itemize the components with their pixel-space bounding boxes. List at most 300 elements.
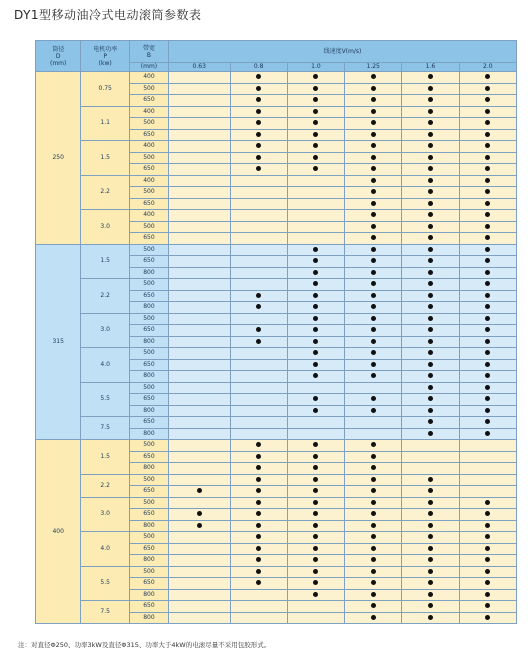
availability-cell xyxy=(402,221,459,233)
availability-cell xyxy=(287,486,344,498)
availability-cell xyxy=(459,612,516,624)
available-dot-icon xyxy=(371,178,376,183)
available-dot-icon xyxy=(428,373,433,378)
available-dot-icon xyxy=(428,385,433,390)
available-dot-icon xyxy=(313,350,318,355)
power-cell: 1.1 xyxy=(81,106,130,141)
availability-cell xyxy=(230,578,287,590)
availability-cell xyxy=(168,118,230,130)
availability-cell xyxy=(230,382,287,394)
availability-cell xyxy=(287,578,344,590)
available-dot-icon xyxy=(256,97,261,102)
power-cell: 0.75 xyxy=(81,72,130,107)
availability-cell xyxy=(230,198,287,210)
available-dot-icon xyxy=(313,155,318,160)
available-dot-icon xyxy=(313,281,318,286)
available-dot-icon xyxy=(485,189,490,194)
availability-cell xyxy=(287,106,344,118)
availability-cell xyxy=(345,175,402,187)
availability-cell xyxy=(345,106,402,118)
available-dot-icon xyxy=(485,316,490,321)
available-dot-icon xyxy=(313,373,318,378)
power-cell: 1.5 xyxy=(81,440,130,475)
availability-cell xyxy=(402,348,459,360)
availability-cell xyxy=(230,313,287,325)
availability-cell xyxy=(230,486,287,498)
available-dot-icon xyxy=(485,270,490,275)
availability-cell xyxy=(168,440,230,452)
available-dot-icon xyxy=(371,189,376,194)
available-dot-icon xyxy=(428,143,433,148)
available-dot-icon xyxy=(371,281,376,286)
available-dot-icon xyxy=(485,293,490,298)
table-row xyxy=(36,175,517,187)
power-cell: 2.2 xyxy=(81,474,130,497)
available-dot-icon xyxy=(428,557,433,562)
width-cell: 500 xyxy=(130,118,169,130)
available-dot-icon xyxy=(313,293,318,298)
power-cell: 4.0 xyxy=(81,532,130,567)
availability-cell xyxy=(230,405,287,417)
width-cell: 500 xyxy=(130,152,169,164)
availability-cell xyxy=(230,417,287,429)
availability-cell xyxy=(459,509,516,521)
available-dot-icon xyxy=(371,293,376,298)
availability-cell xyxy=(459,543,516,555)
availability-cell xyxy=(402,405,459,417)
width-cell: 650 xyxy=(130,198,169,210)
available-dot-icon xyxy=(371,120,376,125)
availability-cell xyxy=(168,95,230,107)
available-dot-icon xyxy=(428,408,433,413)
availability-cell xyxy=(345,371,402,383)
availability-cell xyxy=(287,463,344,475)
availability-cell xyxy=(168,279,230,291)
parameter-table xyxy=(35,40,517,624)
availability-cell xyxy=(345,279,402,291)
table-row xyxy=(36,440,517,452)
width-cell: 650 xyxy=(130,417,169,429)
availability-cell xyxy=(230,348,287,360)
availability-cell xyxy=(459,210,516,222)
available-dot-icon xyxy=(485,109,490,114)
availability-cell xyxy=(287,198,344,210)
available-dot-icon xyxy=(371,224,376,229)
availability-cell xyxy=(459,382,516,394)
availability-cell xyxy=(459,359,516,371)
availability-cell xyxy=(230,463,287,475)
available-dot-icon xyxy=(485,431,490,436)
available-dot-icon xyxy=(371,477,376,482)
availability-cell xyxy=(168,175,230,187)
available-dot-icon xyxy=(371,247,376,252)
available-dot-icon xyxy=(485,212,490,217)
available-dot-icon xyxy=(313,316,318,321)
availability-cell xyxy=(168,336,230,348)
available-dot-icon xyxy=(485,580,490,585)
available-dot-icon xyxy=(428,270,433,275)
availability-cell xyxy=(168,72,230,84)
availability-cell xyxy=(402,474,459,486)
availability-cell xyxy=(287,612,344,624)
available-dot-icon xyxy=(256,580,261,585)
available-dot-icon xyxy=(256,339,261,344)
availability-cell xyxy=(168,601,230,613)
available-dot-icon xyxy=(485,396,490,401)
width-cell: 650 xyxy=(130,509,169,521)
available-dot-icon xyxy=(256,454,261,459)
available-dot-icon xyxy=(428,304,433,309)
available-dot-icon xyxy=(485,235,490,240)
table-row xyxy=(36,382,517,394)
available-dot-icon xyxy=(485,557,490,562)
available-dot-icon xyxy=(313,97,318,102)
available-dot-icon xyxy=(428,534,433,539)
availability-cell xyxy=(459,520,516,532)
available-dot-icon xyxy=(428,362,433,367)
width-cell: 500 xyxy=(130,83,169,95)
availability-cell xyxy=(287,175,344,187)
available-dot-icon xyxy=(256,477,261,482)
available-dot-icon xyxy=(313,454,318,459)
width-cell: 650 xyxy=(130,256,169,268)
availability-cell xyxy=(402,256,459,268)
width-cell: 650 xyxy=(130,325,169,337)
available-dot-icon xyxy=(485,350,490,355)
availability-cell xyxy=(345,578,402,590)
width-cell: 650 xyxy=(130,394,169,406)
footnote: 注：对直径Φ250、功率3kW及直径Φ315、功率大于4kW的电滚尽量不采用包胶形式。 xyxy=(18,641,271,649)
availability-cell xyxy=(345,601,402,613)
availability-cell xyxy=(287,474,344,486)
availability-cell xyxy=(459,164,516,176)
available-dot-icon xyxy=(256,109,261,114)
availability-cell xyxy=(168,486,230,498)
availability-cell xyxy=(287,382,344,394)
availability-cell xyxy=(287,532,344,544)
available-dot-icon xyxy=(485,419,490,424)
availability-cell xyxy=(345,336,402,348)
availability-cell xyxy=(459,578,516,590)
availability-cell xyxy=(168,313,230,325)
available-dot-icon xyxy=(428,224,433,229)
availability-cell xyxy=(168,221,230,233)
width-cell: 650 xyxy=(130,543,169,555)
availability-cell xyxy=(459,233,516,245)
available-dot-icon xyxy=(371,304,376,309)
availability-cell xyxy=(459,497,516,509)
availability-cell xyxy=(459,256,516,268)
width-cell: 650 xyxy=(130,95,169,107)
availability-cell xyxy=(402,589,459,601)
availability-cell xyxy=(402,440,459,452)
power-cell: 3.0 xyxy=(81,210,130,245)
availability-cell xyxy=(402,290,459,302)
available-dot-icon xyxy=(313,270,318,275)
availability-cell xyxy=(459,566,516,578)
available-dot-icon xyxy=(313,120,318,125)
available-dot-icon xyxy=(485,155,490,160)
table-row xyxy=(36,210,517,222)
availability-cell xyxy=(459,474,516,486)
availability-cell xyxy=(345,451,402,463)
availability-cell xyxy=(402,578,459,590)
availability-cell xyxy=(402,336,459,348)
availability-cell xyxy=(168,520,230,532)
width-unit: (mm) xyxy=(130,63,169,72)
width-cell: 650 xyxy=(130,359,169,371)
available-dot-icon xyxy=(313,258,318,263)
availability-cell xyxy=(230,325,287,337)
available-dot-icon xyxy=(485,615,490,620)
available-dot-icon xyxy=(485,258,490,263)
available-dot-icon xyxy=(256,293,261,298)
width-cell: 800 xyxy=(130,555,169,567)
available-dot-icon xyxy=(485,166,490,171)
availability-cell xyxy=(402,175,459,187)
availability-cell xyxy=(345,394,402,406)
availability-cell xyxy=(459,417,516,429)
availability-cell xyxy=(345,244,402,256)
available-dot-icon xyxy=(428,500,433,505)
availability-cell xyxy=(168,428,230,440)
available-dot-icon xyxy=(485,500,490,505)
available-dot-icon xyxy=(197,523,202,528)
available-dot-icon xyxy=(485,523,490,528)
availability-cell xyxy=(287,589,344,601)
width-cell: 500 xyxy=(130,497,169,509)
availability-cell xyxy=(287,279,344,291)
width-cell: 500 xyxy=(130,279,169,291)
availability-cell xyxy=(168,210,230,222)
available-dot-icon xyxy=(371,592,376,597)
available-dot-icon xyxy=(485,281,490,286)
availability-cell xyxy=(459,555,516,567)
available-dot-icon xyxy=(371,557,376,562)
available-dot-icon xyxy=(485,74,490,79)
width-cell: 500 xyxy=(130,566,169,578)
availability-cell xyxy=(287,566,344,578)
availability-cell xyxy=(287,509,344,521)
available-dot-icon xyxy=(371,580,376,585)
width-cell: 500 xyxy=(130,221,169,233)
availability-cell xyxy=(459,405,516,417)
available-dot-icon xyxy=(485,132,490,137)
availability-cell xyxy=(230,612,287,624)
available-dot-icon xyxy=(428,580,433,585)
width-cell: 400 xyxy=(130,141,169,153)
table-row xyxy=(36,417,517,429)
speed-header: 线速度V(m/s) xyxy=(168,41,516,63)
width-cell: 650 xyxy=(130,578,169,590)
available-dot-icon xyxy=(313,477,318,482)
available-dot-icon xyxy=(313,166,318,171)
available-dot-icon xyxy=(485,408,490,413)
availability-cell xyxy=(459,532,516,544)
availability-cell xyxy=(230,210,287,222)
availability-cell xyxy=(287,187,344,199)
available-dot-icon xyxy=(371,488,376,493)
availability-cell xyxy=(287,221,344,233)
availability-cell xyxy=(459,106,516,118)
width-cell: 650 xyxy=(130,451,169,463)
availability-cell xyxy=(168,509,230,521)
available-dot-icon xyxy=(371,362,376,367)
width-cell: 650 xyxy=(130,486,169,498)
availability-cell xyxy=(459,187,516,199)
width-cell: 800 xyxy=(130,267,169,279)
availability-cell xyxy=(287,83,344,95)
availability-cell xyxy=(287,394,344,406)
availability-cell xyxy=(459,118,516,130)
table-row xyxy=(36,141,517,153)
availability-cell xyxy=(168,405,230,417)
width-cell: 800 xyxy=(130,302,169,314)
availability-cell xyxy=(459,302,516,314)
width-cell: 650 xyxy=(130,164,169,176)
availability-cell xyxy=(459,175,516,187)
available-dot-icon xyxy=(371,511,376,516)
availability-cell xyxy=(345,543,402,555)
availability-cell xyxy=(168,83,230,95)
availability-cell xyxy=(459,486,516,498)
available-dot-icon xyxy=(428,592,433,597)
availability-cell xyxy=(168,129,230,141)
availability-cell xyxy=(287,336,344,348)
availability-cell xyxy=(402,486,459,498)
available-dot-icon xyxy=(256,534,261,539)
available-dot-icon xyxy=(256,500,261,505)
available-dot-icon xyxy=(485,511,490,516)
available-dot-icon xyxy=(371,74,376,79)
available-dot-icon xyxy=(313,86,318,91)
table-row xyxy=(36,279,517,291)
available-dot-icon xyxy=(313,523,318,528)
available-dot-icon xyxy=(197,488,202,493)
speed-col-4: 1.6 xyxy=(402,63,459,72)
available-dot-icon xyxy=(371,569,376,574)
availability-cell xyxy=(287,302,344,314)
availability-cell xyxy=(345,267,402,279)
availability-cell xyxy=(402,302,459,314)
available-dot-icon xyxy=(256,155,261,160)
availability-cell xyxy=(345,118,402,130)
available-dot-icon xyxy=(428,569,433,574)
available-dot-icon xyxy=(371,396,376,401)
width-cell: 650 xyxy=(130,601,169,613)
availability-cell xyxy=(287,371,344,383)
available-dot-icon xyxy=(371,327,376,332)
availability-cell xyxy=(287,543,344,555)
width-cell: 650 xyxy=(130,233,169,245)
availability-cell xyxy=(459,394,516,406)
availability-cell xyxy=(230,555,287,567)
speed-col-5: 2.0 xyxy=(459,63,516,72)
power-cell: 1.5 xyxy=(81,244,130,279)
availability-cell xyxy=(168,474,230,486)
availability-cell xyxy=(168,325,230,337)
availability-cell xyxy=(402,129,459,141)
availability-cell xyxy=(168,543,230,555)
available-dot-icon xyxy=(256,511,261,516)
available-dot-icon xyxy=(256,569,261,574)
available-dot-icon xyxy=(428,477,433,482)
power-cell: 2.2 xyxy=(81,279,130,314)
availability-cell xyxy=(459,279,516,291)
availability-cell xyxy=(287,164,344,176)
available-dot-icon xyxy=(485,569,490,574)
width-cell: 500 xyxy=(130,474,169,486)
available-dot-icon xyxy=(428,327,433,332)
availability-cell xyxy=(230,175,287,187)
availability-cell xyxy=(168,152,230,164)
available-dot-icon xyxy=(485,373,490,378)
availability-cell xyxy=(230,371,287,383)
available-dot-icon xyxy=(371,201,376,206)
available-dot-icon xyxy=(428,109,433,114)
table-row xyxy=(36,72,517,84)
availability-cell xyxy=(345,221,402,233)
availability-cell xyxy=(402,83,459,95)
available-dot-icon xyxy=(485,362,490,367)
available-dot-icon xyxy=(371,500,376,505)
availability-cell xyxy=(459,451,516,463)
availability-cell xyxy=(459,83,516,95)
availability-cell xyxy=(345,210,402,222)
availability-cell xyxy=(459,267,516,279)
table-row xyxy=(36,348,517,360)
available-dot-icon xyxy=(313,304,318,309)
availability-cell xyxy=(168,451,230,463)
available-dot-icon xyxy=(256,546,261,551)
available-dot-icon xyxy=(371,235,376,240)
availability-cell xyxy=(287,129,344,141)
availability-cell xyxy=(402,394,459,406)
availability-cell xyxy=(168,164,230,176)
available-dot-icon xyxy=(371,534,376,539)
available-dot-icon xyxy=(371,132,376,137)
availability-cell xyxy=(230,256,287,268)
available-dot-icon xyxy=(313,408,318,413)
availability-cell xyxy=(168,359,230,371)
available-dot-icon xyxy=(428,201,433,206)
available-dot-icon xyxy=(371,339,376,344)
availability-cell xyxy=(402,382,459,394)
speed-col-0: 0.63 xyxy=(168,63,230,72)
availability-cell xyxy=(459,428,516,440)
availability-cell xyxy=(230,497,287,509)
availability-cell xyxy=(459,371,516,383)
available-dot-icon xyxy=(371,603,376,608)
availability-cell xyxy=(402,601,459,613)
availability-cell xyxy=(230,279,287,291)
available-dot-icon xyxy=(485,97,490,102)
table-row xyxy=(36,497,517,509)
width-cell: 800 xyxy=(130,428,169,440)
available-dot-icon xyxy=(256,120,261,125)
available-dot-icon xyxy=(313,592,318,597)
available-dot-icon xyxy=(256,488,261,493)
available-dot-icon xyxy=(428,235,433,240)
availability-cell xyxy=(230,95,287,107)
available-dot-icon xyxy=(371,155,376,160)
width-cell: 650 xyxy=(130,129,169,141)
available-dot-icon xyxy=(371,523,376,528)
availability-cell xyxy=(230,290,287,302)
available-dot-icon xyxy=(313,327,318,332)
available-dot-icon xyxy=(428,511,433,516)
available-dot-icon xyxy=(485,603,490,608)
